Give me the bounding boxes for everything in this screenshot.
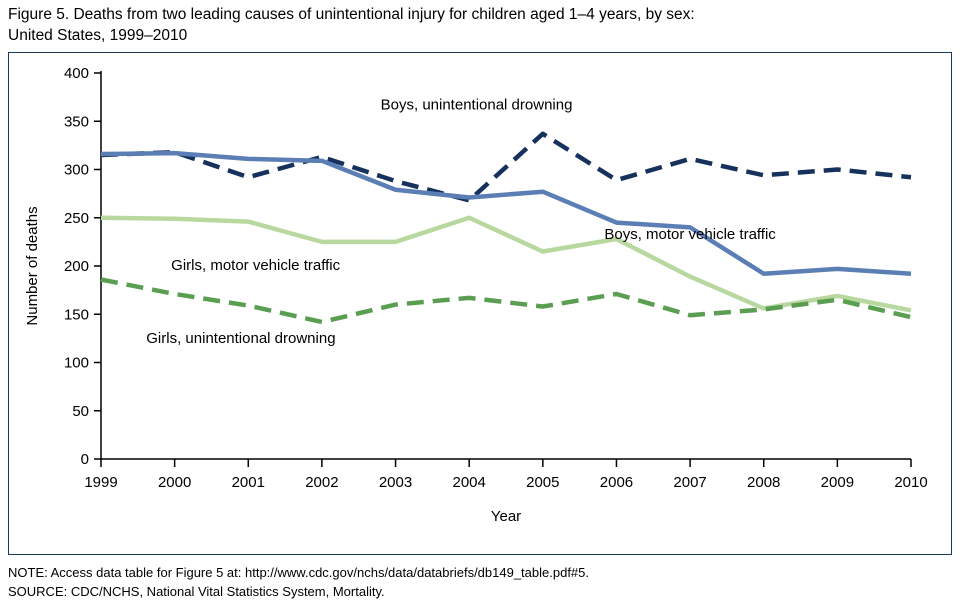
x-tick-label: 2006 [599,474,634,491]
x-tick-label: 2007 [673,474,707,491]
y-tick-label: 0 [80,451,89,468]
x-axis-label: Year [490,508,522,525]
series-annotation-0: Boys, unintentional drowning [380,96,573,114]
x-tick-label: 2004 [452,474,486,491]
series-line-1 [101,153,911,274]
line-chart [9,53,951,554]
footnotes [8,563,952,601]
y-tick-label: 150 [63,306,89,324]
x-tick-label: 2002 [305,474,339,491]
x-tick-label: 2005 [526,474,560,491]
note-text: NOTE: Access data table for Figure 5 at: http://www.cdc.gov/nchs/data/databriefs/db149_table.pdf#5. [8,565,590,580]
figure-title-line-2: United States, 1999–2010 [8,27,188,44]
y-tick-label: 250 [63,209,89,227]
figure-title-line-1: Figure 5. Deaths from two leading causes of unintentional injury for children aged 1–4 years, by sex: [8,6,695,23]
x-tick-label: 2009 [820,474,855,491]
series-annotation-3: Girls, unintentional drowning [146,330,336,348]
y-tick-label: 350 [63,113,89,131]
page-title [8,4,948,46]
series-line-0 [101,134,911,201]
series-annotation-1: Boys, motor vehicle traffic [604,225,776,243]
x-tick-label: 2001 [231,474,265,491]
y-tick-label: 300 [63,161,89,179]
x-tick-label: 1999 [84,474,118,491]
x-tick-label: 2010 [894,474,928,491]
x-tick-label: 2003 [378,474,413,491]
y-tick-label: 400 [63,65,89,82]
source-text: SOURCE: CDC/NCHS, National Vital Statistics System, Mortality. [8,584,385,599]
series-line-3 [101,280,911,322]
x-tick-label: 2000 [157,474,192,491]
chart-frame [8,52,952,555]
x-tick-label: 2008 [747,474,781,491]
series-annotation-2: Girls, motor vehicle traffic [171,256,341,274]
y-tick-label: 200 [63,258,89,275]
y-axis-label: Number of deaths [24,206,41,326]
y-tick-label: 100 [63,354,89,372]
y-tick-label: 50 [72,402,89,420]
